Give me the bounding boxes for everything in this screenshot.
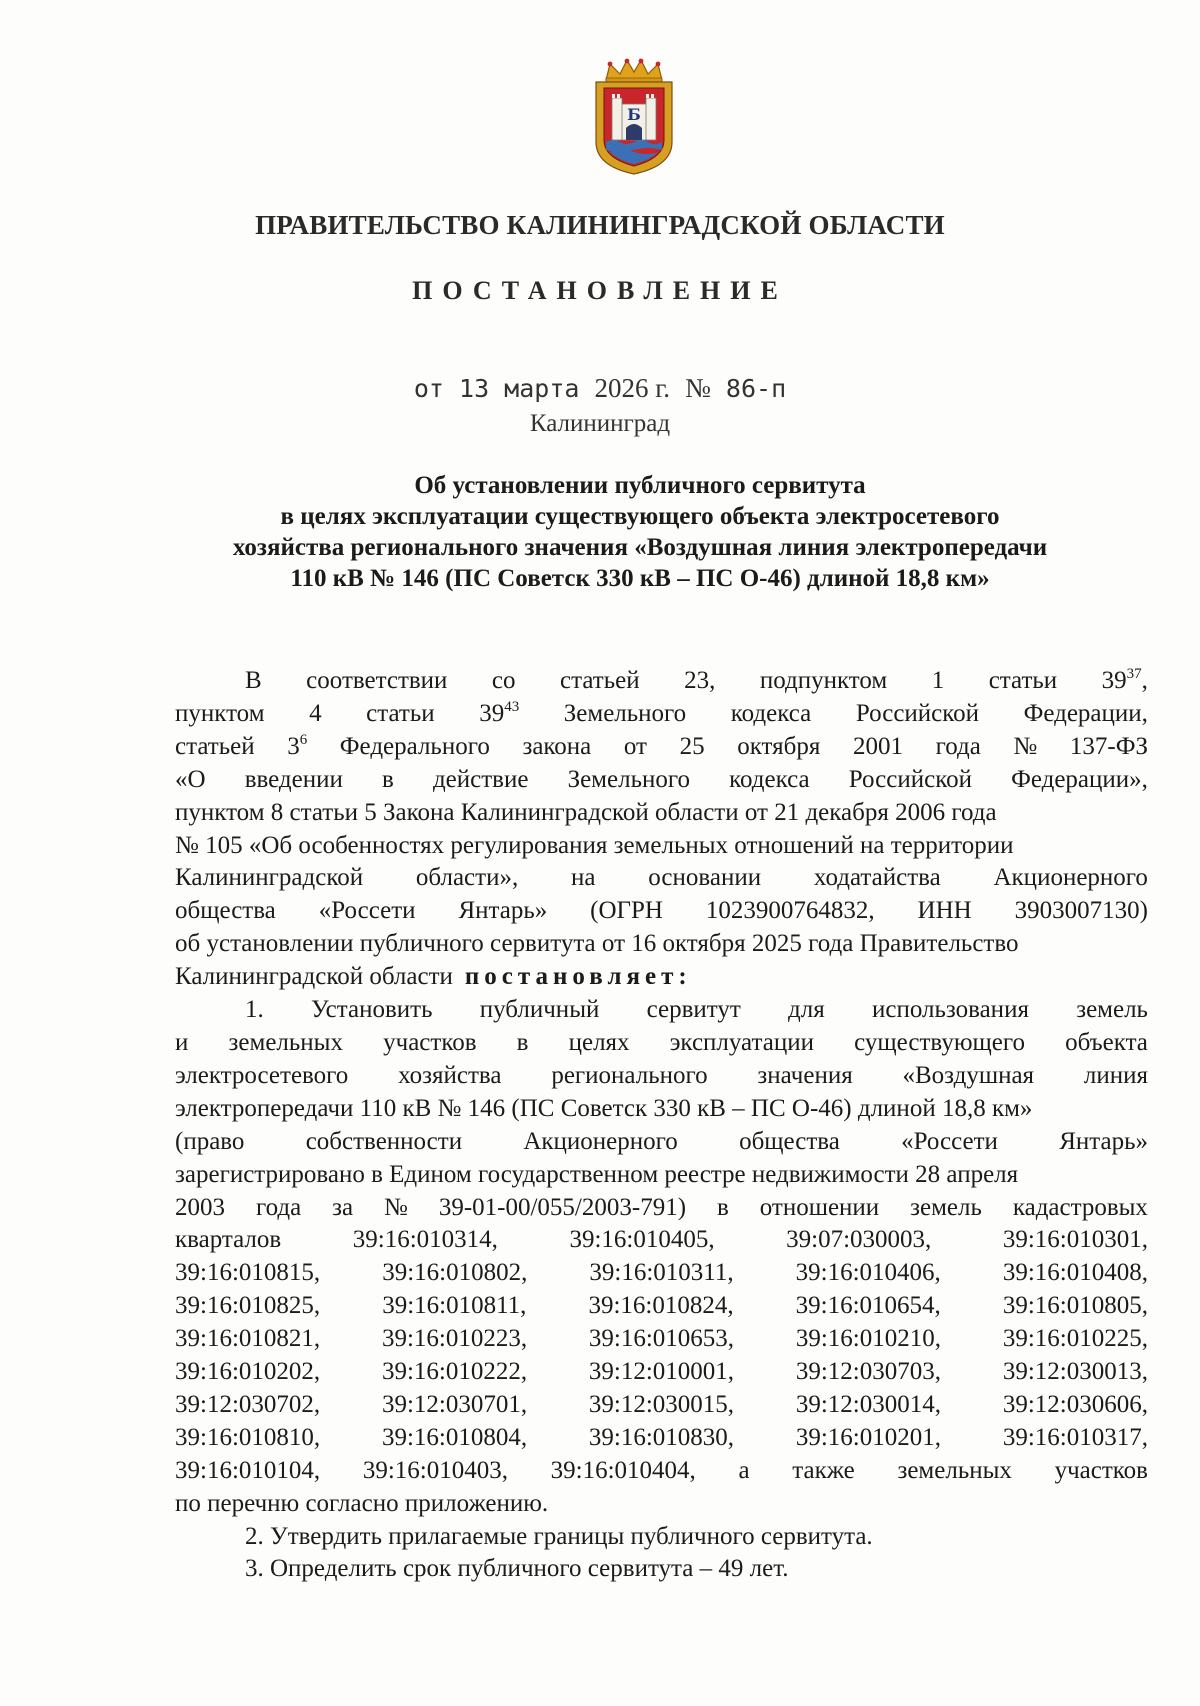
cadastral-number: 39:16:010404, [550,1456,696,1484]
word: использования [871,996,1029,1024]
date-number-line [0,373,1200,404]
word: Земельного [563,699,687,727]
cadastral-number: 39:12:030701, [381,1390,528,1418]
word: кодекса [729,765,810,793]
word: октября [737,732,821,760]
word: ходатайства [813,864,941,892]
word: действие [432,765,529,793]
word: статьей [560,667,640,694]
subject-line: в целях эксплуатации существующего объекта электросетевого [280,503,1000,530]
word: «Россети [901,1127,998,1155]
item1-line [175,1027,1148,1060]
cadastral-number: 39:16:010821, [175,1325,321,1353]
word: эксплуатации [669,1028,814,1056]
number-value: 86-п [725,374,787,403]
word: публичный [479,996,600,1024]
word: земельных [897,1456,1012,1484]
word: собственности [305,1127,463,1155]
word: основании [648,864,762,892]
item1-line [175,994,1148,1027]
item3-line: 3. Определить срок публичного сервитута – 49 лет. [245,1555,789,1583]
svg-text:Б: Б [627,105,641,124]
item1-line: по перечню согласно приложению. [175,1489,549,1517]
cadastral-number: 39:07:030003, [786,1226,932,1254]
word: 25 [679,732,705,760]
cadastral-number: 39:16:010406, [795,1259,941,1287]
cadastral-number: 39:16:010317, [1002,1423,1148,1451]
word: участков [383,1028,477,1056]
preamble-line [175,665,1148,698]
cadastral-line [175,1389,1148,1422]
word: целях [568,1028,630,1056]
cadastral-number: 39:16:010804, [381,1423,528,1451]
cadastral-number: 39:16:010815, [175,1259,321,1287]
word: пунктом [175,699,265,727]
cadastral-number: 39:16:010824, [588,1292,734,1320]
word: в [716,1193,729,1221]
word: и [175,1028,189,1056]
word: объекта [1065,1028,1148,1056]
subject-line: Об установлении публичного сервитута [414,472,866,499]
word: «О [175,765,206,793]
cadastral-number: 39:16:010223, [381,1325,528,1353]
cadastral-line [175,1455,1148,1488]
word: 39-01-00/055/2003-791) [438,1193,687,1221]
city: Калининград [529,410,671,437]
word: Федерального [339,732,490,760]
word: сервитут [646,996,741,1024]
word: 2001 [852,732,903,760]
word: электросетевого [175,1061,349,1089]
cadastral-number: 39:16:010805, [1002,1292,1148,1320]
word: регионального [551,1061,708,1089]
word: земельных [228,1028,343,1056]
cadastral-number: 39:16:010408, [1002,1259,1148,1287]
cadastral-line [175,1290,1148,1323]
word: кодекса [730,699,812,727]
word: Янтарь» [1059,1127,1148,1155]
word: В [245,667,262,694]
resolves-word: постановляет: [464,963,692,991]
word: области», [415,864,519,892]
word: Федерации», [1011,765,1148,793]
word: Акционерного [993,864,1148,892]
cadastral-number: 39:16:010654, [795,1292,941,1320]
word: отношении [759,1193,880,1221]
cadastral-number: 39:16:010210, [795,1325,942,1353]
word: земель [1076,996,1148,1024]
cadastral-line [175,1323,1148,1356]
cadastral-number: 39:16:010225, [1002,1325,1148,1353]
word: 3903007130) [1014,897,1148,925]
word: 4 [309,699,322,727]
cadastral-number: 39:16:010314, [352,1226,498,1254]
item1-line [175,1192,1148,1225]
word: Калининградской области [175,963,453,991]
cadastral-number: 39:12:030702, [175,1390,321,1418]
cadastral-number: 39:16:010202, [175,1358,321,1386]
preamble-line [175,961,1148,994]
article-ref: $39^{37}$, [1101,666,1148,694]
word: общества [739,1127,840,1155]
word: Янтарь» [458,897,548,925]
word: 1023900764832, [705,897,875,925]
preamble-line [175,731,1148,764]
word: (ОГРН [590,897,663,925]
cadastral-number: 39:16:010403, [362,1456,508,1484]
cadastral-line [175,1422,1148,1455]
cadastral-number: 39:16:010311, [589,1259,734,1287]
cadastral-number: 39:12:030703, [795,1358,942,1386]
word: № [384,1193,408,1221]
cadastral-number: 39:12:030606, [1002,1390,1148,1418]
word: 137-ФЗ [1069,732,1148,760]
number-label: № [685,373,711,403]
word: подпунктом [759,667,888,694]
word: статьи [988,667,1058,694]
word: земель [910,1193,982,1221]
date-prefix: от [413,374,444,403]
cadastral-line [175,1356,1148,1389]
word: «Воздушная [902,1061,1035,1089]
cadastral-number: 39:16:010653, [588,1325,735,1353]
word: от [623,732,647,760]
item1-line: зарегистрировано в Едином государственном реестре недвижимости 28 апреля [175,1160,1019,1188]
cadastral-line [175,1257,1148,1290]
cadastral-number: 39:12:010001, [588,1358,735,1386]
document-body [175,665,1148,1586]
document-type: ПОСТАНОВЛЕНИЕ [412,276,788,305]
word: Федерации, [1023,699,1148,727]
word: в [382,765,394,793]
word: закона [522,732,592,760]
preamble-line [175,862,1148,895]
date-value: 13 марта [459,374,580,403]
government-title: ПРАВИТЕЛЬСТВО КАЛИНИНГРАДСКОЙ ОБЛАСТИ [255,210,945,240]
preamble-line [175,764,1148,797]
preamble-line [175,895,1148,928]
word: линия [1083,1061,1148,1089]
cadastral-number: 39:16:010405, [569,1226,715,1254]
subject-line: хозяйства регионального значения «Воздушная линия электропередачи [232,534,1048,561]
word: также [792,1456,855,1484]
word: для [788,996,825,1024]
preamble-line [175,698,1148,731]
cadastral-number: 39:12:030014, [795,1390,942,1418]
word: Акционерного [523,1127,678,1155]
cadastral-number: 39:16:010222, [381,1358,528,1386]
subject-line: 110 кВ № 146 (ПС Советск 330 кВ – ПС О-46) длиной 18,8 км» [290,565,990,592]
article-ref: $3^6$ [287,731,308,760]
word: статьей [175,732,255,760]
word: на [571,864,596,892]
word: значения [757,1061,853,1089]
word: хозяйства [398,1061,502,1089]
word: 1 [931,667,945,694]
item1-line [175,1060,1148,1093]
word: в [516,1028,529,1056]
word: со [491,667,516,694]
cadastral-line [175,1224,1148,1257]
word: введении [244,765,343,793]
cadastral-number: 39:16:010825, [175,1292,321,1320]
item1-line: электропередачи 110 кВ № 146 (ПС Советск 330 кВ – ПС О-46) длиной 18,8 км» [175,1094,1033,1122]
word: общества [175,897,276,925]
cadastral-number: 39:12:030015, [588,1390,735,1418]
document-subject [150,470,1130,594]
word: года [255,1193,302,1221]
word: кварталов [175,1226,282,1254]
coat-of-arms-icon [590,58,678,176]
word: Земельного [567,765,690,793]
cadastral-number: 39:16:010830, [588,1423,735,1451]
item1-line [175,1126,1148,1159]
word: (право [175,1127,245,1155]
word: существующего [854,1028,1025,1056]
word: Российской [848,765,972,793]
word: ИНН [917,897,972,925]
word: соответствии [306,667,448,694]
article-ref: $39^{43}$ [479,698,520,727]
cadastral-number: 39:16:010811, [382,1292,527,1320]
word: № [1013,732,1038,760]
cadastral-number: 39:16:010301, [1002,1226,1148,1254]
word: «Россети [318,897,416,925]
word: Российской [855,699,980,727]
date-year: 2026 г. [594,373,671,403]
word: Установить [310,996,433,1024]
word: года [935,732,981,760]
item-number: 1. [245,996,264,1024]
preamble-line: № 105 «Об особенностях регулирования земельных отношений на территории [175,831,1014,859]
word: а [738,1456,750,1484]
cadastral-number: 39:12:030013, [1002,1358,1148,1386]
word: Калининградской [175,864,364,892]
word: 23, [684,667,716,694]
word: 2003 [175,1193,225,1221]
cadastral-number: 39:16:010104, [175,1456,321,1484]
preamble-line: об установлении публичного сервитута от 16 октября 2025 года Правительство [175,930,1019,958]
word: за [332,1193,354,1221]
word: статьи [366,699,435,727]
preamble-line: пунктом 8 статьи 5 Закона Калининградской области от 21 декабря 2006 года [175,798,997,826]
cadastral-number: 39:16:010201, [795,1423,942,1451]
cadastral-number: 39:16:010810, [175,1423,321,1451]
word: кадастровых [1012,1193,1148,1221]
word: участков [1054,1456,1148,1484]
item2-line: 2. Утвердить прилагаемые границы публичного сервитута. [245,1522,873,1550]
cadastral-number: 39:16:010802, [382,1259,528,1287]
